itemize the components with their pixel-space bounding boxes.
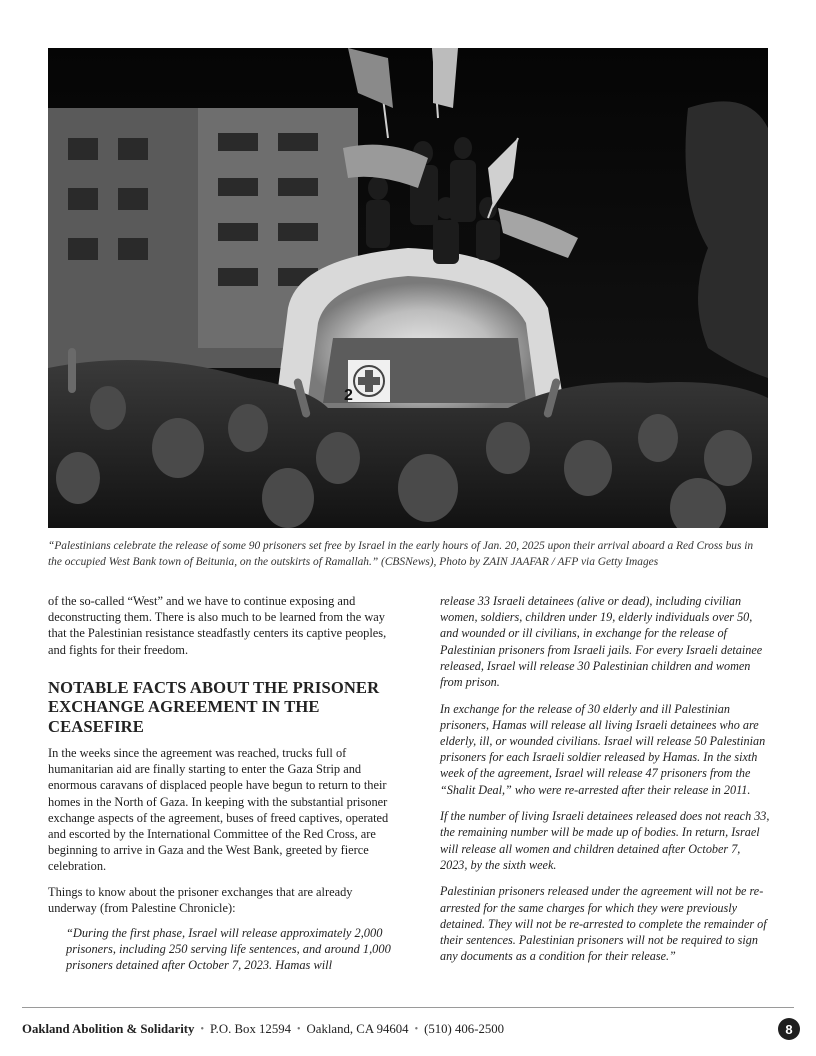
footer-org-name: Oakland Abolition & Solidarity bbox=[22, 1021, 195, 1036]
quote-paragraph-3: If the number of living Israeli detainees released does not reach 33, the remaining number will be made up of bodies. In return, Israel will release all women and children detained after October 7, 2023, by the sixth week. bbox=[440, 809, 770, 872]
svg-text:2: 2 bbox=[344, 387, 353, 404]
left-column bbox=[48, 593, 394, 974]
quote-paragraph-4: Palestinian prisoners released under the agreement will not be re-arrested for the same charges for which they were previously detained. They will not be re-arrested to complete the remainder of their sentences. Palestinian prisoners will not be required to sign any documents as a condition for their release.” bbox=[440, 884, 767, 964]
quote-start: “During the first phase, Israel will release approximately 2,000 prisoners, including 250 serving life sentences, and around 1,000 prisoners detained after October 7, 2023. Hamas will bbox=[66, 926, 391, 973]
footer-city: Oakland, CA 94604 bbox=[306, 1021, 409, 1036]
footer bbox=[22, 1019, 504, 1039]
footer-phone: (510) 406-2500 bbox=[424, 1021, 505, 1036]
photo-caption: “Palestinians celebrate the release of some 90 prisoners set free by Israel in the early hours of Jan. 20, 2025 upon their arrival aboard a Red Cross bus in the occupied West Bank town of Beitunia, on the outskirts of Ramallah.” (CBSNews), Photo by ZAIN JAAFAR / AFP via Getty Images bbox=[48, 540, 754, 568]
section-heading: NOTABLE FACTS ABOUT THE PRISONER EXCHANGE AGREEMENT IN THE CEASEFIRE bbox=[48, 677, 380, 736]
footer-separator: • bbox=[414, 1023, 419, 1035]
body-paragraph-1: In the weeks since the agreement was reached, trucks full of humanitarian aid are finally starting to enter the Gaza Strip and enormous caravans of displaced people have begun to return to their homes in the North of Gaza. In keeping with the substantial prisoner exchange aspects of the agreement, buses of freed captives, operated and escorted by the International Committee of the Red Cross, are beginning to arrive in Gaza and the West Bank, greeted by fierce celebration. bbox=[48, 746, 389, 874]
footer-divider bbox=[22, 1007, 794, 1008]
footer-separator: • bbox=[200, 1023, 204, 1035]
footer-separator: • bbox=[297, 1023, 301, 1035]
right-column bbox=[440, 593, 770, 975]
quote-paragraph-2: In exchange for the release of 30 elderly and ill Palestinian prisoners, Hamas will release all living Israeli detainees who are elderly, ill, or wounded civilians. Israel will release 50 Palestinian prisoners for each Israeli soldier released by Hamas. In the sixth week of the agreement, Israel will release 47 prisoners from the “Shalit Deal,” who were re-arrested after their release in 2011. bbox=[440, 701, 766, 797]
page-number: 8 bbox=[778, 1018, 800, 1040]
intro-paragraph: of the so-called “West” and we have to continue exposing and deconstructing them. There is also much to be learned from the way that the Palestinian resistance steadfastly centers its captive peoples, and fights for their freedom. bbox=[48, 594, 387, 657]
crowd-bus-photo bbox=[48, 48, 768, 528]
footer-po-box: P.O. Box 12594 bbox=[209, 1021, 292, 1036]
body-paragraph-2: Things to know about the prisoner exchanges that are already underway (from Palestine Chronicle): bbox=[48, 884, 353, 915]
quote-paragraph-1: release 33 Israeli detainees (alive or dead), including civilian women, soldiers, children under 19, elderly individuals over 50, and wounded or ill civilians, in exchange for the release of Palestinian prisoners from Israeli jails. For every Israeli detainee released, Israel will release 30 Palestinian children and women from prison. bbox=[440, 594, 763, 690]
